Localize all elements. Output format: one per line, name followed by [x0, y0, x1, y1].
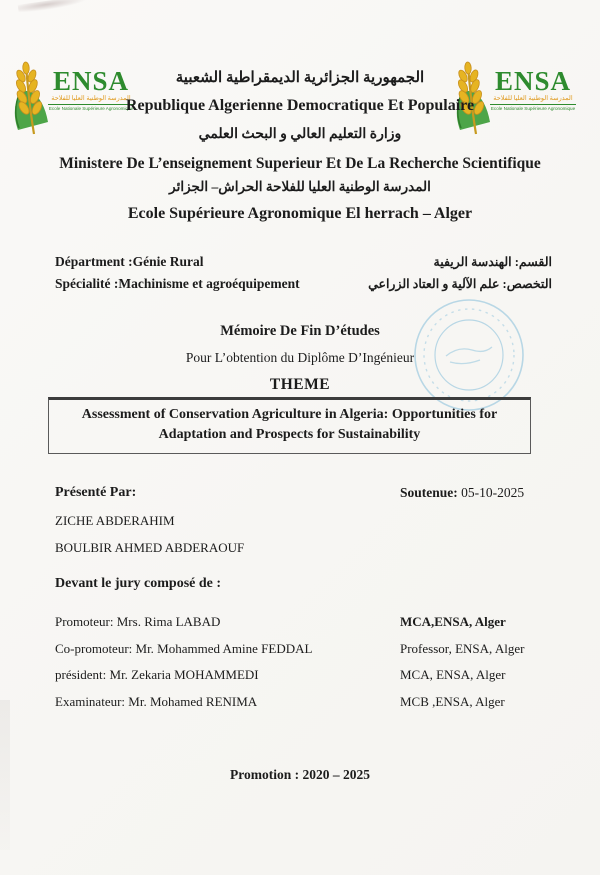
scan-smudge-top — [18, 0, 89, 14]
speciality-row — [55, 276, 552, 292]
speciality-french: Spécialité :Machinisme et agroéquipement — [55, 276, 300, 291]
memoire-title: Mémoire De Fin D’études — [220, 323, 380, 339]
jury-member-affiliation: MCB ,ENSA, Alger — [400, 693, 505, 709]
presented-by-label: Présenté Par: — [55, 485, 137, 500]
jury-row — [55, 694, 545, 721]
promotion-line: Promotion : 2020 – 2025 — [230, 767, 370, 782]
memoire-subtitle: Pour L’obtention du Diplôme D’Ingénieur — [185, 350, 415, 365]
jury-member-role: président: Mr. Zekaria MOHAMMEDI — [55, 667, 259, 682]
jury-row — [55, 667, 545, 694]
department-row — [55, 254, 552, 270]
theme-label: THEME — [269, 376, 331, 393]
republic-title-french: Republique Algerienne Democratique Et Populaire — [125, 97, 475, 114]
jury-member-role: Examinateur: Mr. Mohamed RENIMA — [55, 693, 258, 709]
defense-date-value: 05-10-2025 — [461, 485, 525, 500]
logo-arabic-name: المدرسة الوطنية العليا للفلاحة — [51, 95, 131, 102]
jury-row — [55, 614, 545, 641]
defense-date-label: Soutenue: — [400, 485, 458, 500]
department-french: Départment :Génie Rural — [55, 254, 204, 269]
school-title-arabic: المدرسة الوطنية العليا للفلاحة الحراش– الجزائر — [169, 179, 431, 194]
jury-heading: Devant le jury composé de : — [55, 576, 222, 591]
jury-member-role: Promoteur: Mrs. Rima LABAD — [55, 614, 221, 629]
jury-list — [55, 614, 545, 720]
author-name: BOULBIR AHMED ABDERAOUF — [55, 540, 245, 555]
thesis-title: Assessment of Conservation Agriculture in Algeria: Opportunities for Adaptation and Prospects for Sustainability — [81, 407, 498, 443]
jury-member-affiliation: MCA, ENSA, Alger — [400, 667, 506, 682]
logo-french-name: Ecole Nationale Supérieure Agronomique — [48, 106, 134, 112]
department-block — [55, 254, 552, 298]
defense-date-line — [400, 485, 524, 501]
department-arabic: القسم: الهندسة الريفية — [433, 255, 552, 269]
jury-member-affiliation: Professor, ENSA, Alger — [400, 640, 525, 656]
logo-arabic-name: المدرسة الوطنية العليا للفلاحة — [493, 95, 573, 102]
jury-row — [55, 641, 545, 668]
jury-member-role: Co-promoteur: Mr. Mohammed Amine FEDDAL — [55, 640, 313, 656]
ministry-title-arabic: وزارة التعليم العالي و البحث العلمي — [198, 127, 402, 142]
jury-member-affiliation: MCA,ENSA, Alger — [400, 614, 506, 629]
speciality-arabic: التخصص: علم الآلية و العتاد الزراعي — [368, 277, 552, 291]
logo-acronym: ENSA — [52, 66, 130, 96]
thesis-title-box — [48, 397, 531, 454]
ministry-title-french: Ministere De L’enseignement Superieur Et De La Recherche Scientifique — [59, 155, 541, 172]
republic-title-arabic: الجمهورية الجزائرية الديمقراطية الشعبية — [175, 70, 425, 86]
logo-french-name: Ecole Nationale Supérieure Agronomique — [490, 106, 576, 112]
school-title-french: Ecole Supérieure Agronomique El herrach – Alger — [127, 205, 473, 222]
author-name: ZICHE ABDERAHIM — [55, 513, 175, 528]
logo-acronym: ENSA — [494, 66, 572, 96]
